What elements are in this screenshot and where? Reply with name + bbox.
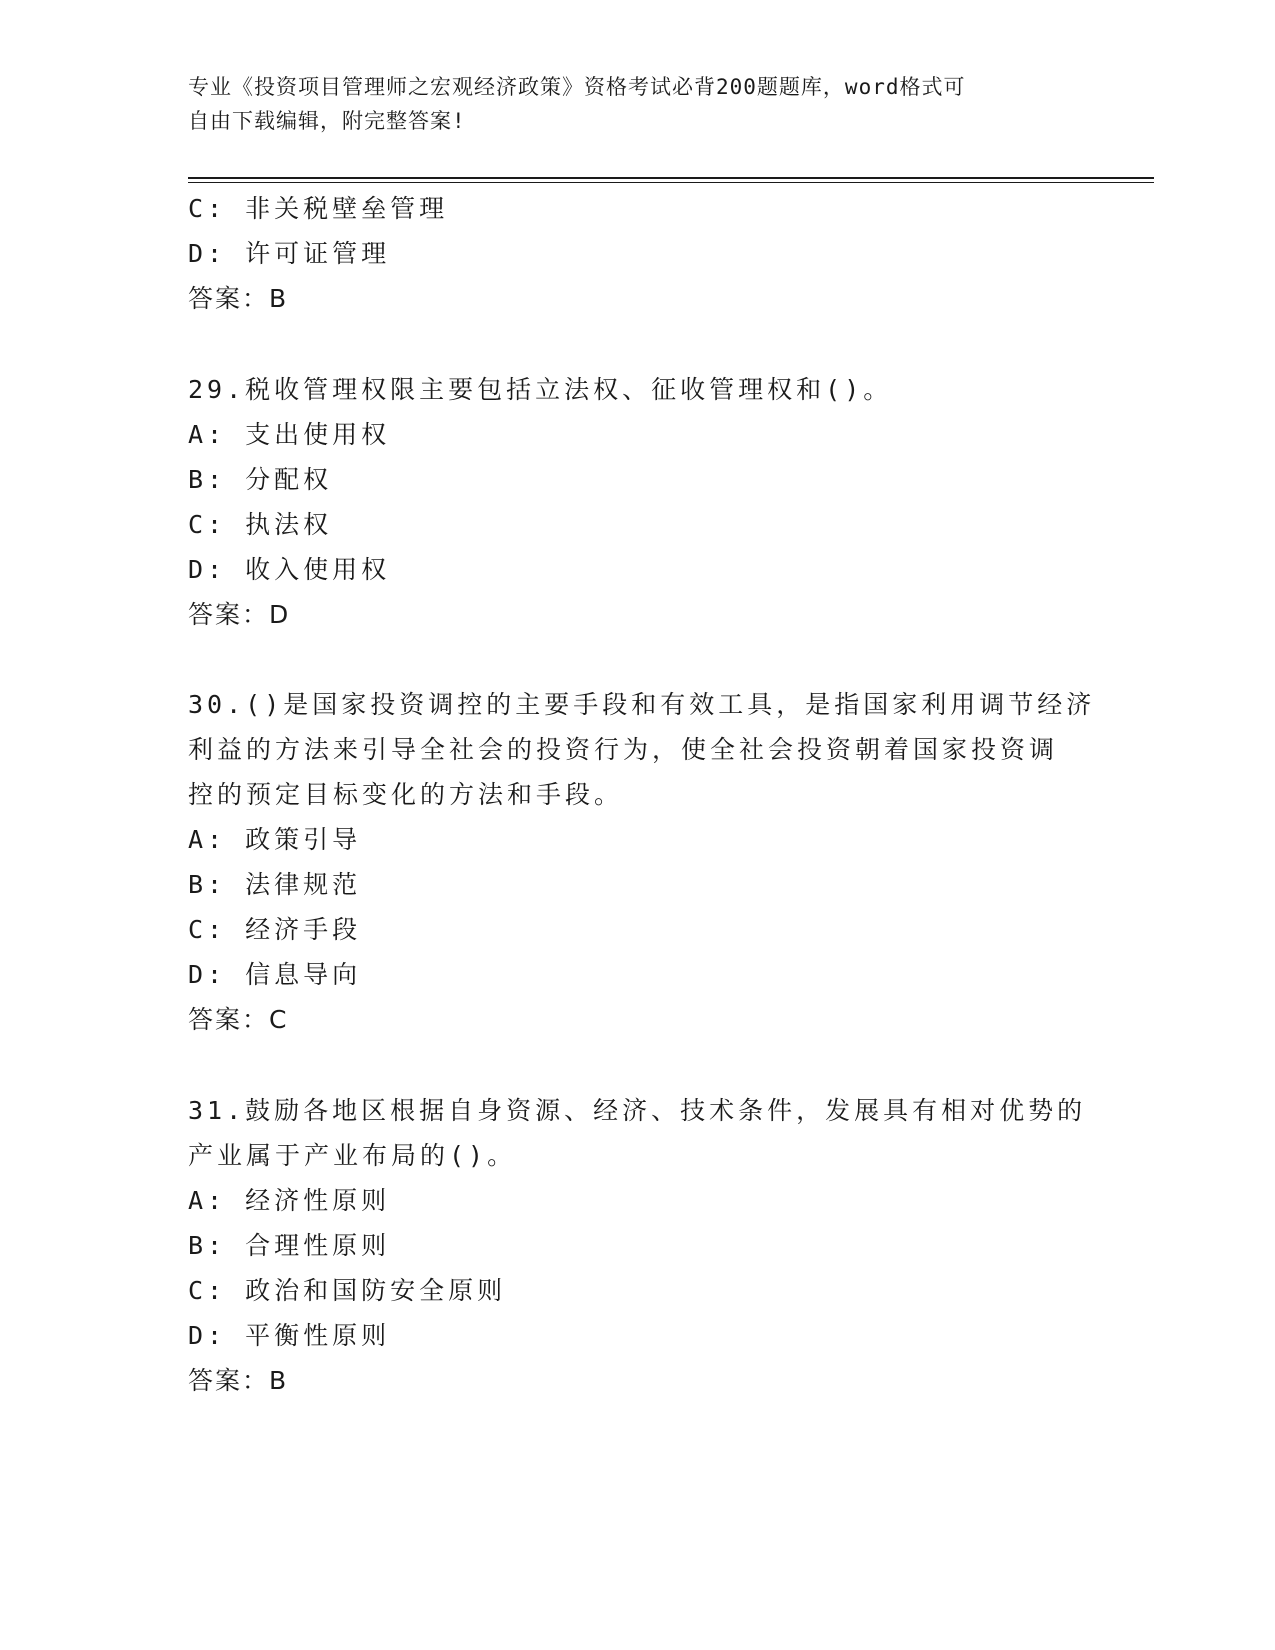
- question-30-text-line-1: 30.()是国家投资调控的主要手段和有效工具，是指国家利用调节经济: [188, 690, 1096, 719]
- header-title-line-2: 自由下载编辑，附完整答案!: [188, 109, 466, 133]
- question-31-option-d: D: 平衡性原则: [188, 1321, 391, 1350]
- question-30-text-line-2: 利益的方法来引导全社会的投资行为，使全社会投资朝着国家投资调: [188, 735, 1059, 764]
- prev-question-option-c: C: 非关税壁垒管理: [188, 194, 449, 223]
- question-29-option-a: A: 支出使用权: [188, 420, 391, 449]
- question-30-answer: 答案：C: [188, 1005, 289, 1034]
- prev-question-option-d: D: 许可证管理: [188, 239, 391, 268]
- question-31-option-b: B: 合理性原则: [188, 1231, 391, 1260]
- question-29-answer: 答案：D: [188, 600, 291, 629]
- question-31-option-c: C: 政治和国防安全原则: [188, 1276, 507, 1305]
- question-30-option-a: A: 政策引导: [188, 825, 362, 854]
- header-title-line-1: 专业《投资项目管理师之宏观经济政策》资格考试必背200题题库，word格式可: [188, 75, 966, 99]
- question-31-option-a: A: 经济性原则: [188, 1186, 391, 1215]
- question-30-option-c: C: 经济手段: [188, 915, 362, 944]
- question-30-option-d: D: 信息导向: [188, 960, 362, 989]
- question-31-text-line-1: 31.鼓励各地区根据自身资源、经济、技术条件，发展具有相对优势的: [188, 1096, 1087, 1125]
- prev-question-answer: 答案：B: [188, 284, 289, 313]
- document-header: [188, 70, 1068, 138]
- question-29-option-b: B: 分配权: [188, 465, 333, 494]
- question-31-answer: 答案：B: [188, 1366, 289, 1395]
- question-29-option-c: C: 执法权: [188, 510, 333, 539]
- header-divider-thick: [188, 177, 1154, 179]
- question-29-option-d: D: 收入使用权: [188, 555, 391, 584]
- question-29-text: 29.税收管理权限主要包括立法权、征收管理权和()。: [188, 375, 893, 404]
- header-divider-thin: [188, 182, 1154, 183]
- question-30-text-line-3: 控的预定目标变化的方法和手段。: [188, 780, 624, 809]
- question-30-option-b: B: 法律规范: [188, 870, 362, 899]
- question-31-text-line-2: 产业属于产业布局的()。: [188, 1141, 517, 1170]
